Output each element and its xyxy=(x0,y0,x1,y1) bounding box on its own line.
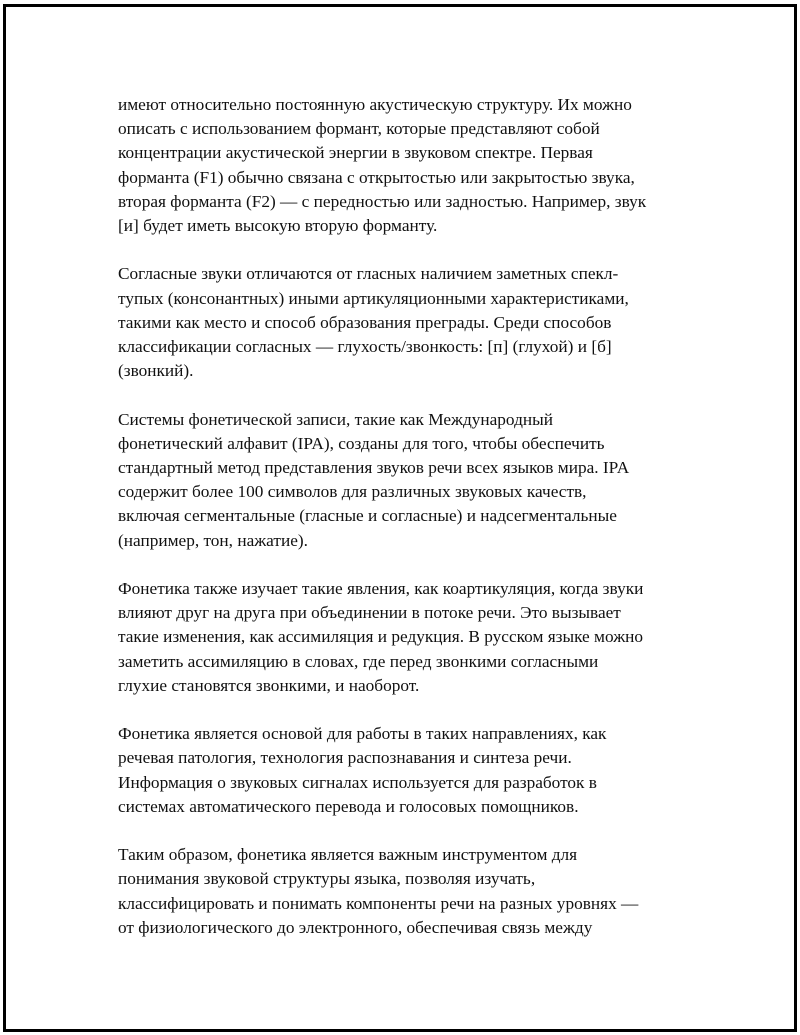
paragraph-1 xyxy=(118,93,698,238)
text-line: Информация о звуковых сигналах используется для разработок в xyxy=(118,772,597,792)
text-line: Согласные звуки отличаются от гласных наличием заметных спекл- xyxy=(118,264,619,284)
text-line: включая сегментальные (гласные и согласные) и надсегментальные xyxy=(118,506,617,526)
paragraph-3 xyxy=(118,408,698,553)
text-line: [и] будет иметь высокую вторую форманту. xyxy=(118,216,438,236)
text-line: классифицировать и понимать компоненты речи на разных уровнях — xyxy=(118,893,639,913)
document-body xyxy=(118,93,698,964)
text-line: речевая патология, технология распознавания и синтеза речи. xyxy=(118,748,572,768)
text-line: Фонетика также изучает такие явления, как коартикуляция, когда звуки xyxy=(118,579,644,599)
paragraph-4 xyxy=(118,577,698,698)
text-line: вторая форманта (F2) — с передностью или задностью. Например, звук xyxy=(118,191,647,211)
text-line: стандартный метод представления звуков речи всех языков мира. IPA xyxy=(118,458,630,478)
paragraph-6 xyxy=(118,843,698,940)
text-line: системах автоматического перевода и голосовых помощников. xyxy=(118,796,579,816)
text-line: содержит более 100 символов для различных звуковых качеств, xyxy=(118,482,587,502)
text-line: форманта (F1) обычно связана с открытостью или закрытостью звука, xyxy=(118,167,635,187)
text-line: тупых (консонантных) иными артикуляционными характеристиками, xyxy=(118,288,629,308)
text-line: от физиологического до электронного, обеспечивая связь между xyxy=(118,917,593,937)
paragraph-5 xyxy=(118,722,698,819)
text-line: Фонетика является основой для работы в таких направлениях, как xyxy=(118,724,607,744)
text-line: фонетический алфавит (IPA), созданы для того, чтобы обеспечить xyxy=(118,433,605,453)
paragraph-2 xyxy=(118,262,698,383)
text-line: концентрации акустической энергии в звуковом спектре. Первая xyxy=(118,143,593,163)
text-line: (звонкий). xyxy=(118,361,194,381)
text-line: глухие становятся звонкими, и наоборот. xyxy=(118,675,420,695)
text-line: заметить ассимиляцию в словах, где перед звонкими согласными xyxy=(118,651,599,671)
text-line: (например, тон, нажатие). xyxy=(118,530,308,550)
text-line: влияют друг на друга при объединении в потоке речи. Это вызывает xyxy=(118,603,621,623)
text-line: Таким образом, фонетика является важным инструментом для xyxy=(118,845,578,865)
text-line: такими как место и способ образования преграды. Среди способов xyxy=(118,312,612,332)
text-line: имеют относительно постоянную акустическую структуру. Их можно xyxy=(118,95,632,114)
text-line: Системы фонетической записи, такие как Международный xyxy=(118,409,553,429)
text-line: классификации согласных — глухость/звонкость: [п] (глухой) и [б] xyxy=(118,337,612,357)
text-line: понимания звуковой структуры языка, позволяя изучать, xyxy=(118,869,536,889)
text-line: описать с использованием формант, которые представляют собой xyxy=(118,119,600,139)
text-line: такие изменения, как ассимиляция и редукция. В русском языке можно xyxy=(118,627,644,647)
